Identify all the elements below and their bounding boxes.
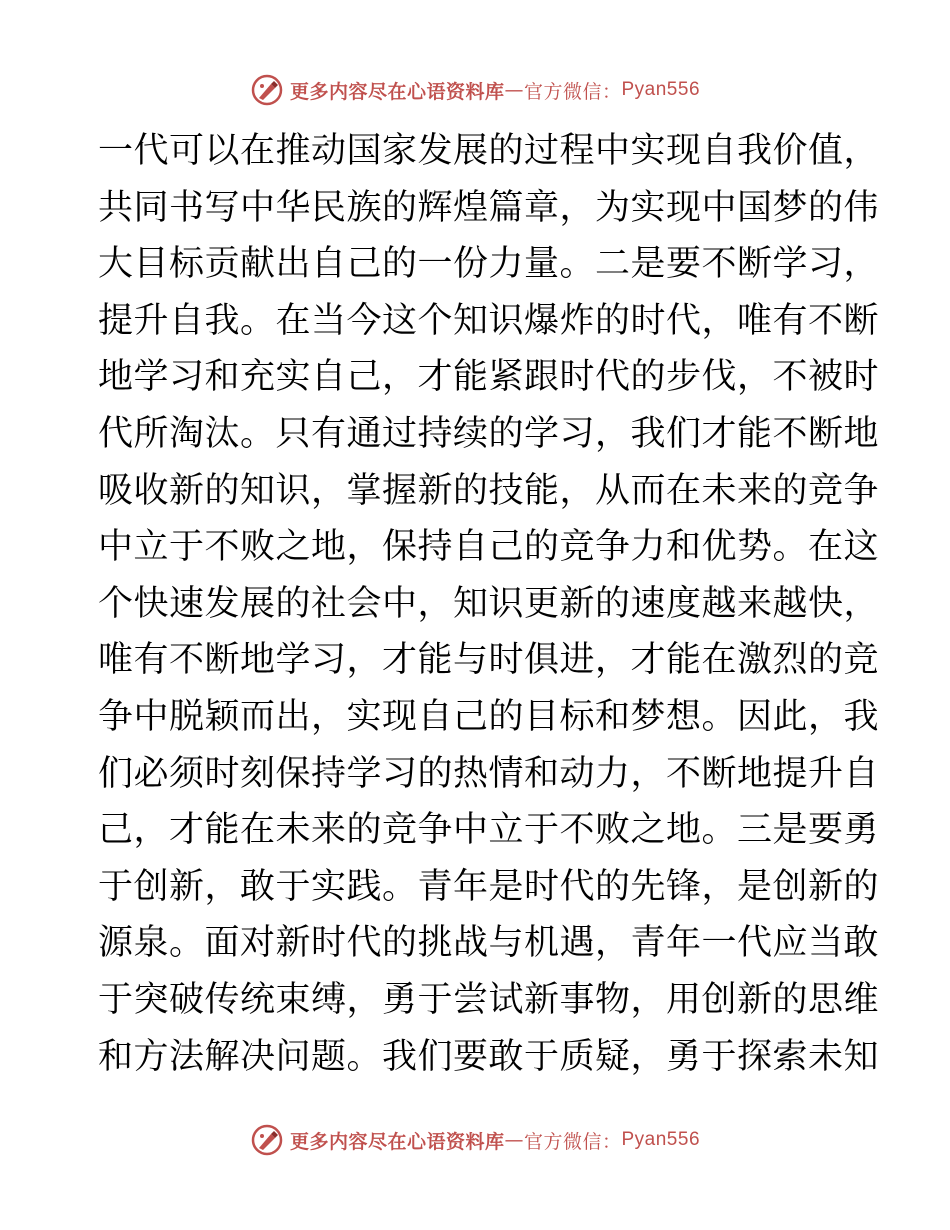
text-line: 提升自我。在当今这个知识爆炸的时代，唯有不断 xyxy=(98,300,880,341)
text-line: 们必须时刻保持学习的热情和动力，不断地提升自 xyxy=(98,753,880,794)
text-line: 共同书写中华民族的辉煌篇章，为实现中国梦的伟 xyxy=(98,187,880,228)
text-line: 大目标贡献出自己的一份力量。二是要不断学习， xyxy=(98,244,880,285)
text-line: 于突破传统束缚，勇于尝试新事物，用创新的思维 xyxy=(98,979,880,1020)
text-line: 中立于不败之地，保持自己的竞争力和优势。在这 xyxy=(98,527,880,568)
text-line: 争中脱颖而出，实现自己的目标和梦想。因此，我 xyxy=(98,696,880,737)
banner-separator: — xyxy=(504,1129,524,1151)
text-line: 于创新，敢于实践。青年是时代的先锋，是创新的 xyxy=(98,866,880,907)
banner-sub-text: 官方微信： xyxy=(523,1130,622,1153)
text-line: 唯有不断地学习，才能与时俱进，才能在激烈的竞 xyxy=(98,640,880,681)
text-line: 和方法解决问题。我们要敢于质疑，勇于探索未知 xyxy=(98,1036,880,1077)
footer-watermark-banner xyxy=(0,1120,950,1160)
header-watermark-banner xyxy=(0,70,950,110)
banner-wechat-id: Pyan556 xyxy=(621,79,701,100)
text-line: 个快速发展的社会中，知识更新的速度越来越快， xyxy=(98,583,880,624)
text-line: 一代可以在推动国家发展的过程中实现自我价值， xyxy=(98,131,880,171)
text-line: 源泉。面对新时代的挑战与机遇，青年一代应当敢 xyxy=(98,923,880,964)
text-line: 吸收新的知识，掌握新的技能，从而在未来的竞争 xyxy=(98,470,880,511)
banner-main-text: 更多内容尽在心语资料库 xyxy=(289,1130,505,1153)
pen-nib-logo-icon xyxy=(250,73,284,107)
banner-sub-text: 官方微信： xyxy=(523,80,622,103)
banner-wechat-id: Pyan556 xyxy=(621,1129,701,1150)
text-line: 己，才能在未来的竞争中立于不败之地。三是要勇 xyxy=(98,810,880,851)
text-line: 地学习和充实自己，才能紧跟时代的步伐，不被时 xyxy=(98,357,880,398)
banner-separator: — xyxy=(504,79,524,101)
pen-nib-logo-icon xyxy=(250,1123,284,1157)
text-line: 代所淘汰。只有通过持续的学习，我们才能不断地 xyxy=(98,413,880,454)
body-paragraph xyxy=(98,123,880,1085)
banner-main-text: 更多内容尽在心语资料库 xyxy=(289,80,505,103)
